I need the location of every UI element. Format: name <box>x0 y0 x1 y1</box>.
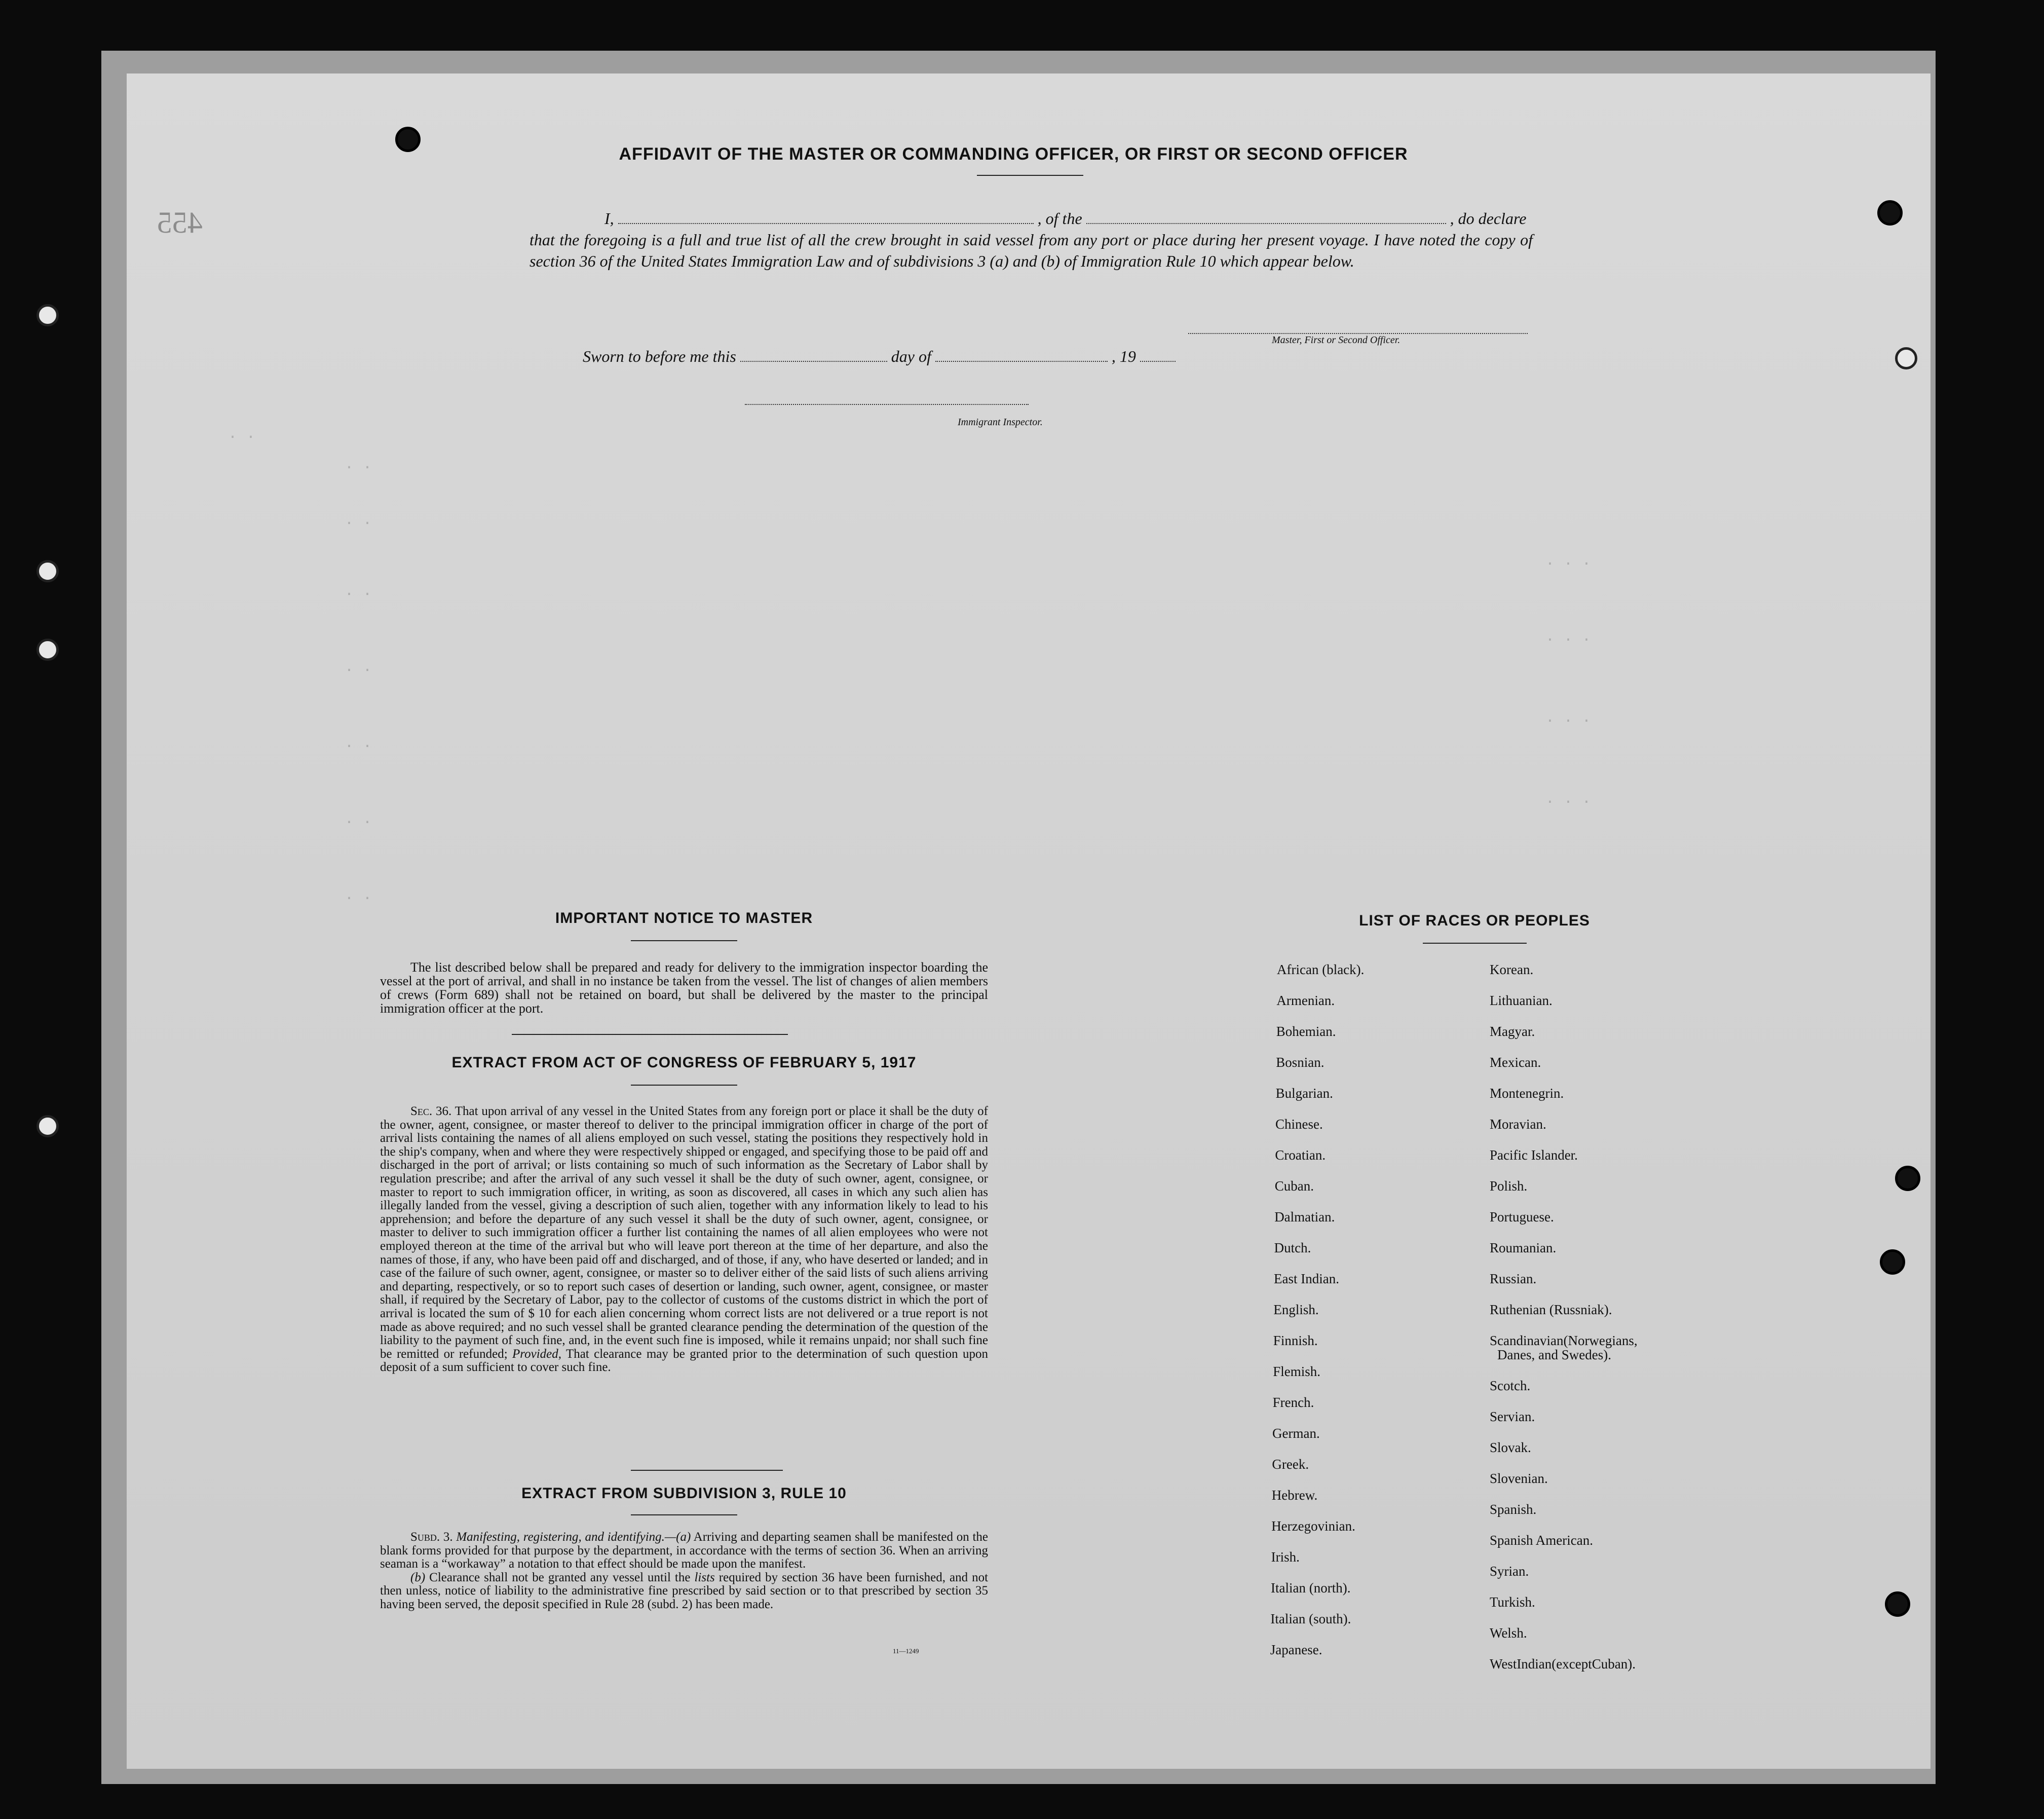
race-entry: Scandinavian(Norwegians, <box>1490 1333 1638 1348</box>
race-entry: Roumanian. <box>1490 1240 1557 1255</box>
declarant-name-field[interactable] <box>618 211 1034 224</box>
race-entry: Spanish American. <box>1490 1533 1593 1548</box>
section-divider <box>631 1470 783 1471</box>
binder-hole <box>1877 200 1903 226</box>
race-entry: Welsh. <box>1490 1625 1527 1641</box>
sworn-month-field[interactable] <box>935 349 1108 362</box>
page-number: 455 <box>157 206 203 239</box>
binder-hole <box>1895 347 1917 369</box>
race-entry: Armenian. <box>1276 993 1335 1008</box>
title-underline <box>977 175 1083 176</box>
race-entry: Korean. <box>1490 962 1534 977</box>
binder-hole <box>36 639 59 661</box>
race-entry: WestIndian(exceptCuban). <box>1490 1656 1636 1672</box>
race-entry: Ruthenian (Russniak). <box>1490 1302 1612 1317</box>
race-entry: Chinese. <box>1275 1117 1323 1132</box>
race-entry: Irish. <box>1271 1549 1300 1565</box>
act-extract-title: EXTRACT FROM ACT OF CONGRESS OF FEBRUARY 5, 1917 <box>451 1054 917 1071</box>
race-entry: Lithuanian. <box>1490 993 1553 1008</box>
sworn-day-of: day of <box>891 347 931 365</box>
race-entry: Mexican. <box>1490 1055 1541 1070</box>
declaration-body: that the foregoing is a full and true list of all the crew brought in said vessel from any port or place during her present voyage. I have noted the copy of section 36 of the United States Immigration Law and of subdivisions 3 (a) and (b) of Immigration Rule 10 which appear below. <box>529 231 1533 270</box>
race-entry: Dutch. <box>1274 1240 1311 1255</box>
master-signature-caption: Master, First or Second Officer. <box>1272 335 1400 346</box>
race-entry: East Indian. <box>1274 1271 1339 1286</box>
sworn-day-field[interactable] <box>740 349 887 362</box>
binder-hole <box>36 560 59 582</box>
declare-label: , do declare <box>1450 209 1527 228</box>
rule-underline <box>631 1514 737 1515</box>
race-entry: Japanese. <box>1270 1642 1322 1657</box>
binder-hole <box>1885 1591 1910 1617</box>
race-entry: Bosnian. <box>1276 1055 1324 1070</box>
race-entry: Cuban. <box>1274 1178 1314 1194</box>
races-underline <box>1423 943 1527 944</box>
race-entry: Portuguese. <box>1490 1209 1554 1224</box>
vessel-label: , of the <box>1037 209 1082 228</box>
race-entry: Russian. <box>1490 1271 1537 1286</box>
act-extract-body: Sec. 36. That upon arrival of any vessel in the United States from any foreign port or place it shall be the duty of the owner, agent, consignee, or master thereof to deliver to the principal immigration officer in charge of the port of arrival lists containing the names of all aliens employed on such vessel, stating the positions they respectively hold in the ship's company, when and where they were respectively shipped or engaged, and specifying those to be paid off and discharged in the port of arrival; or lists containing so much of such information as the Secretary of Labor shall by regulation prescribe; and after the arrival of any such vessel it shall be the duty of such owner, agent, consignee, or master to report to such immigration officer, in writing, as soon as discovered, all cases in which any such alien has illegally landed from the vessel, giving a description of such alien, together with any information likely to lead to his apprehension; and before the departure of any such vessel it shall be the duty of such owner, agent, consignee, or master to deliver to such immigration officer a further list containing the names of all alien employees who were not employed thereon at the time of the arrival but who will leave port thereon at the time of her departure, and also the names of those, if any, who have been paid off and discharged, and of those, if any, who have deserted or landed; and in case of the failure of such owner, agent, consignee, or master so to deliver either of the said lists of such aliens arriving and departing, respectively, or so to report such cases of desertion or landing, such owner, agent, consignee, or master shall, if required by the Secretary of Labor, pay to the collector of customs of the customs district in which the port of arrival is located the sum of $ 10 for each alien concerning whom correct lists are not delivered or a true report is not made as above required; and no such vessel shall be granted clearance pending the determination of the question of the liability to the payment of such fine, and, in the event such fine is imposed, while it remains unpaid; nor shall such fine be remitted or refunded; Provided, That clearance may be granted prior to the determination of such question upon deposit of a sum sufficient to cover such fine. <box>380 1104 989 1375</box>
race-entry: Syrian. <box>1490 1564 1529 1579</box>
notice-title: IMPORTANT NOTICE TO MASTER <box>555 910 813 926</box>
affidavit-title: AFFIDAVIT OF THE MASTER OR COMMANDING OFFICER, OR FIRST OR SECOND OFFICER <box>619 144 1408 164</box>
race-entry: Montenegrin. <box>1490 1086 1564 1101</box>
race-entry: Moravian. <box>1490 1117 1546 1132</box>
race-entry: Slovenian. <box>1490 1471 1548 1486</box>
race-entry: Spanish. <box>1490 1502 1537 1517</box>
form-number: 11—1249 <box>893 1647 919 1655</box>
binder-hole <box>395 127 421 152</box>
rule-extract-title: EXTRACT FROM SUBDIVISION 3, RULE 10 <box>521 1485 847 1502</box>
declaration <box>529 208 1533 272</box>
race-entry: German. <box>1272 1426 1320 1441</box>
race-entry: Scotch. <box>1490 1378 1531 1393</box>
inspector-signature-line[interactable] <box>745 403 1029 405</box>
sworn-year-field[interactable] <box>1140 349 1176 362</box>
declarant-label: I, <box>604 209 614 228</box>
act-underline <box>631 1085 737 1086</box>
race-entry: Italian (south). <box>1270 1611 1351 1626</box>
race-entry: African (black). <box>1277 962 1365 977</box>
notice-underline <box>631 940 737 941</box>
race-entry: Greek. <box>1272 1457 1309 1472</box>
binder-hole <box>36 304 59 326</box>
vessel-name-field[interactable] <box>1086 211 1446 224</box>
sworn-line <box>583 347 1176 366</box>
section-divider <box>512 1034 788 1035</box>
notice-body: The list described below shall be prepared and ready for delivery to the immigration inspector boarding the vessel at the port of arrival, and shall in no instance be taken from the vessel. The list of changes of alien members of crews (Form 689) shall not be retained on board, but shall be delivered by the master to the principal immigration officer at the port. <box>380 960 988 1016</box>
races-title: LIST OF RACES OR PEOPLES <box>1359 912 1590 929</box>
race-entry: Dalmatian. <box>1274 1209 1335 1224</box>
race-entry: Bohemian. <box>1276 1024 1336 1039</box>
race-entry: Bulgarian. <box>1275 1086 1333 1101</box>
race-entry: Finnish. <box>1273 1333 1318 1348</box>
race-entry: Flemish. <box>1273 1364 1320 1379</box>
sworn-prefix: Sworn to before me this <box>583 347 736 365</box>
inspector-caption: Immigrant Inspector. <box>958 417 1043 428</box>
race-entry: Slovak. <box>1490 1440 1531 1455</box>
race-entry: Polish. <box>1490 1178 1528 1194</box>
race-entry: English. <box>1273 1302 1319 1317</box>
rule-extract-body: Subd. 3. Manifesting, registering, and identifying.—(a) Arriving and departing seamen shall be manifested on the blank forms provided for that purpose by the department, in accordance with the terms of section 36. When an arriving seaman is a “workaway” a notation to that effect should be made upon the manifest. (b) Clearance shall not be granted any vessel until the lists required by section 36 have been furnished, and not then unless, notice of liability to the administrative fine prescribed by said section or to that prescribed by section 35 having been served, the deposit specified in Rule 28 (subd. 2) has been made. <box>380 1530 989 1611</box>
race-entry: Magyar. <box>1490 1024 1535 1039</box>
race-entry: Italian (north). <box>1271 1580 1351 1595</box>
race-entry: Danes, and Swedes). <box>1497 1347 1611 1362</box>
race-entry: Hebrew. <box>1271 1488 1318 1503</box>
binder-hole <box>1895 1166 1920 1191</box>
race-entry: Croatian. <box>1275 1147 1326 1163</box>
race-entry: Pacific Islander. <box>1490 1147 1578 1163</box>
binder-hole <box>1880 1249 1905 1275</box>
race-entry: Servian. <box>1490 1409 1535 1424</box>
race-entry: Herzegovinian. <box>1271 1518 1355 1534</box>
sworn-year: , 19 <box>1111 347 1136 365</box>
master-signature-line[interactable] <box>1188 332 1528 334</box>
binder-hole <box>36 1115 59 1137</box>
race-entry: Turkish. <box>1490 1594 1535 1610</box>
race-entry: French. <box>1272 1395 1314 1410</box>
